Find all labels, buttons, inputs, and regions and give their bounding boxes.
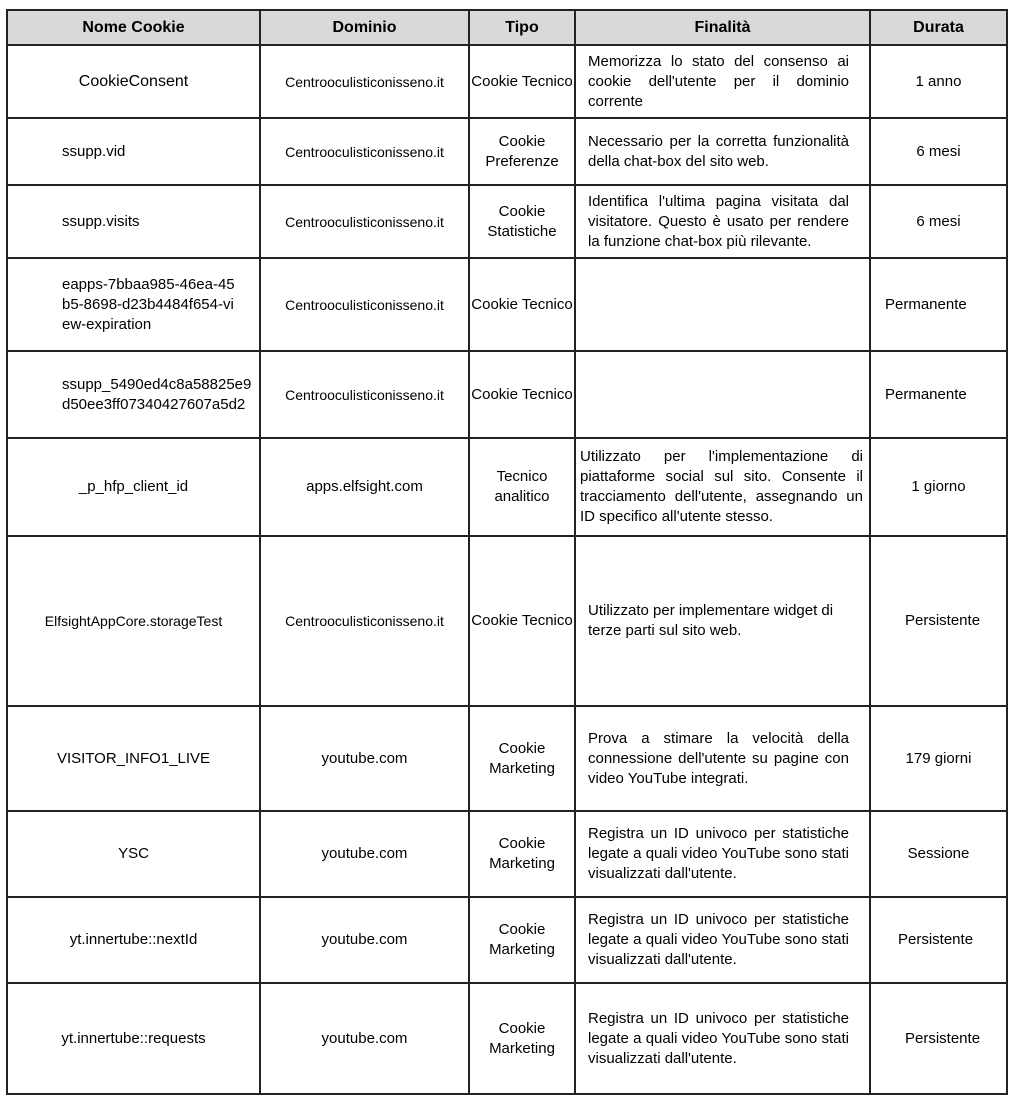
cookie-purpose (575, 258, 870, 351)
cookie-duration: 179 giorni (870, 706, 1007, 811)
cookie-name: YSC (7, 811, 260, 897)
cookie-duration: 6 mesi (870, 185, 1007, 258)
cookie-domain: Centrooculisticonisseno.it (260, 45, 469, 118)
table-row (7, 897, 1007, 983)
cookie-duration: Permanente (870, 351, 1007, 438)
table-row (7, 983, 1007, 1094)
cookie-domain: Centrooculisticonisseno.it (260, 118, 469, 185)
cookie-domain: apps.elfsight.com (260, 438, 469, 536)
header-purpose: Finalità (575, 10, 870, 45)
cookie-domain: youtube.com (260, 706, 469, 811)
cookie-domain: Centrooculisticonisseno.it (260, 258, 469, 351)
cookie-domain: Centrooculisticonisseno.it (260, 185, 469, 258)
cookie-duration: 1 anno (870, 45, 1007, 118)
cookie-name: ssupp.visits (7, 185, 260, 258)
header-row (7, 10, 1007, 45)
cookie-purpose: Registra un ID univoco per statistiche legate a quali video YouTube sono stati visualizzati dall'utente. (575, 811, 870, 897)
cookie-type: Cookie Marketing (469, 706, 575, 811)
cookie-duration: 1 giorno (870, 438, 1007, 536)
cookie-domain: youtube.com (260, 897, 469, 983)
cookie-name: VISITOR_INFO1_LIVE (7, 706, 260, 811)
cookie-domain: Centrooculisticonisseno.it (260, 536, 469, 706)
cookie-name: _p_hfp_client_id (7, 438, 260, 536)
cookie-domain: Centrooculisticonisseno.it (260, 351, 469, 438)
header-name: Nome Cookie (7, 10, 260, 45)
cookie-type: Cookie Tecnico (469, 351, 575, 438)
table-row (7, 185, 1007, 258)
cookie-purpose: Utilizzato per l'implementazione di piattaforme social sul sito. Consente il tracciamento dell'utente, assegnando un ID specifico all'utente stesso. (575, 438, 870, 536)
table-row (7, 438, 1007, 536)
cookie-name: ssupp_5490ed4c8a58825e9d50ee3ff07340427607a5d2 (7, 351, 260, 438)
cookie-name: ssupp.vid (7, 118, 260, 185)
table-row (7, 811, 1007, 897)
cookie-table (6, 9, 1008, 1095)
table-row (7, 351, 1007, 438)
cookie-type: Cookie Tecnico (469, 45, 575, 118)
cookie-purpose: Registra un ID univoco per statistiche legate a quali video YouTube sono stati visualizzati dall'utente. (575, 983, 870, 1094)
cookie-name: yt.innertube::nextId (7, 897, 260, 983)
cookie-type: Cookie Tecnico (469, 258, 575, 351)
table-row (7, 536, 1007, 706)
cookie-duration: Permanente (870, 258, 1007, 351)
cookie-name: ElfsightAppCore.storageTest (7, 536, 260, 706)
cookie-duration: Persistente (870, 897, 1007, 983)
cookie-name: yt.innertube::requests (7, 983, 260, 1094)
cookie-type: Cookie Marketing (469, 811, 575, 897)
cookie-purpose: Prova a stimare la velocità della connessione dell'utente su pagine con video YouTube integrati. (575, 706, 870, 811)
cookie-name: CookieConsent (7, 45, 260, 118)
cookie-name: eapps-7bbaa985-46ea-45b5-8698-d23b4484f654-view-expiration (7, 258, 260, 351)
cookie-duration: 6 mesi (870, 118, 1007, 185)
cookie-purpose: Memorizza lo stato del consenso ai cookie dell'utente per il dominio corrente (575, 45, 870, 118)
cookie-type: Cookie Tecnico (469, 536, 575, 706)
header-domain: Dominio (260, 10, 469, 45)
table-row (7, 706, 1007, 811)
cookie-type: Cookie Statistiche (469, 185, 575, 258)
table-row (7, 45, 1007, 118)
cookie-purpose: Utilizzato per implementare widget di terze parti sul sito web. (575, 536, 870, 706)
table-row (7, 258, 1007, 351)
cookie-domain: youtube.com (260, 811, 469, 897)
cookie-purpose: Identifica l'ultima pagina visitata dal visitatore. Questo è usato per rendere la funzione chat-box più rilevante. (575, 185, 870, 258)
table-row (7, 118, 1007, 185)
cookie-type: Tecnico analitico (469, 438, 575, 536)
header-duration: Durata (870, 10, 1007, 45)
cookie-duration: Persistente (870, 983, 1007, 1094)
cookie-purpose: Registra un ID univoco per statistiche legate a quali video YouTube sono stati visualizzati dall'utente. (575, 897, 870, 983)
cookie-purpose: Necessario per la corretta funzionalità della chat-box del sito web. (575, 118, 870, 185)
cookie-type: Cookie Marketing (469, 983, 575, 1094)
cookie-duration: Sessione (870, 811, 1007, 897)
cookie-purpose (575, 351, 870, 438)
cookie-duration: Persistente (870, 536, 1007, 706)
cookie-type: Cookie Preferenze (469, 118, 575, 185)
cookie-type: Cookie Marketing (469, 897, 575, 983)
header-type: Tipo (469, 10, 575, 45)
cookie-domain: youtube.com (260, 983, 469, 1094)
